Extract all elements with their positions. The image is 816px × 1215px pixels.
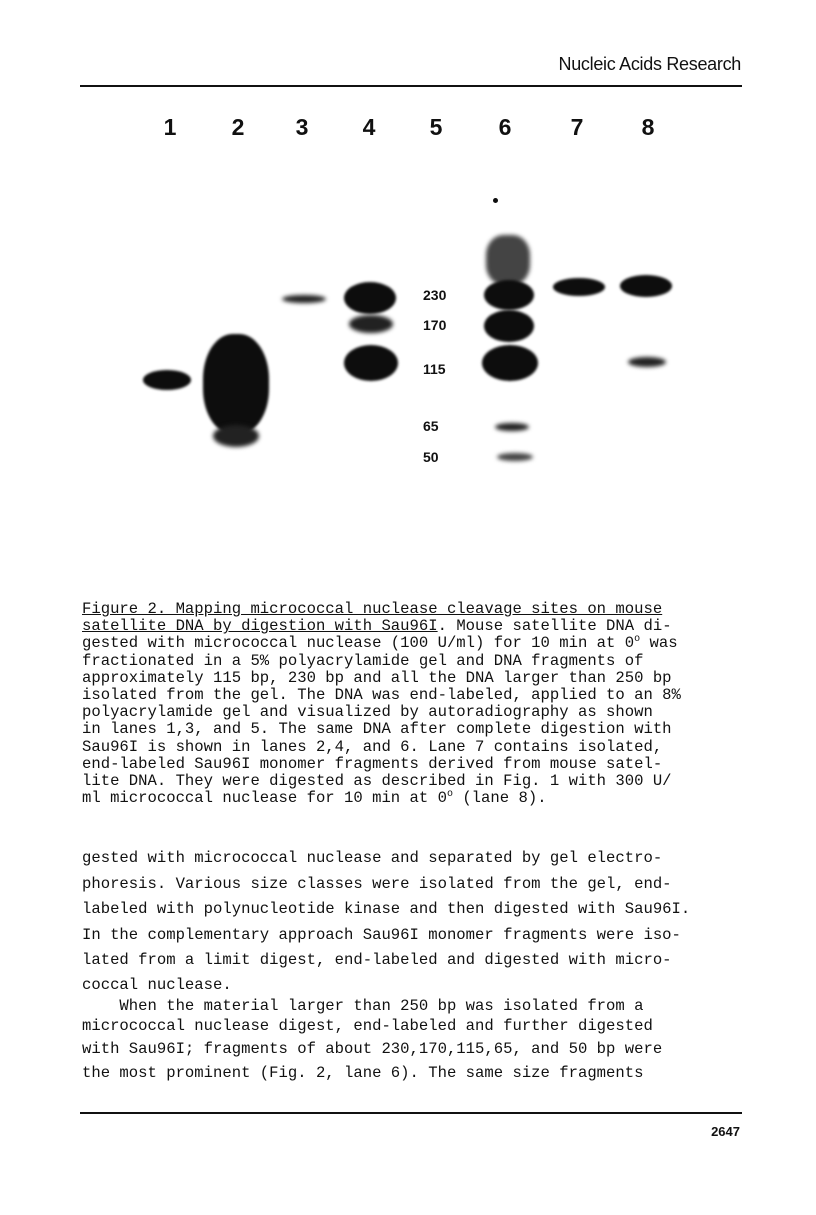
lane-label-7: 7 — [570, 114, 584, 140]
header-rule — [80, 85, 742, 87]
gel-band — [620, 275, 672, 297]
marker-115: 115 — [423, 361, 446, 377]
footer-rule — [80, 1112, 742, 1114]
degree-mark: o — [634, 634, 641, 646]
caption-line: . Mouse satellite DNA di- — [437, 617, 672, 636]
figure-caption — [82, 601, 762, 807]
caption-line: lite DNA. They were digested as described in Fig. 1 with 300 U/ — [82, 772, 672, 791]
gel-band — [497, 453, 533, 461]
gel-band — [344, 345, 398, 381]
caption-line: polyacrylamide gel and visualized by autoradiography as shown — [82, 703, 653, 722]
body-line: phoresis. Various size classes were isolated from the gel, end- — [82, 874, 672, 893]
gel-band — [628, 357, 666, 367]
gel-band — [495, 423, 529, 431]
gel-band — [484, 280, 534, 310]
caption-title: Figure 2. Mapping micrococcal nuclease cleavage sites on mouse — [82, 600, 663, 618]
marker-65: 65 — [423, 418, 439, 434]
gel-band — [553, 278, 605, 296]
lane-label-6: 6 — [498, 114, 512, 140]
lane-label-8: 8 — [641, 114, 655, 140]
caption-line: isolated from the gel. The DNA was end-labeled, applied to an 8% — [82, 686, 681, 705]
body-line: with Sau96I; fragments of about 230,170,115,65, and 50 bp were — [82, 1039, 663, 1058]
body-line: micrococcal nuclease digest, end-labeled and further digested — [82, 1016, 653, 1035]
gel-dot — [493, 198, 498, 203]
gel-figure — [0, 100, 816, 500]
caption-line: ml micrococcal nuclease for 10 min at 0 — [82, 789, 447, 808]
caption-line: Sau96I is shown in lanes 2,4, and 6. Lane 7 contains isolated, — [82, 737, 663, 756]
caption-line: was — [640, 634, 678, 653]
body-line: lated from a limit digest, end-labeled and digested with micro- — [82, 951, 672, 970]
marker-170: 170 — [423, 317, 447, 333]
marker-230: 230 — [423, 287, 447, 303]
marker-50: 50 — [423, 449, 439, 465]
caption-line: in lanes 1,3, and 5. The same DNA after complete digestion with — [82, 720, 672, 739]
journal-title: Nucleic Acids Research — [558, 54, 741, 74]
body-line: coccal nuclease. — [82, 975, 232, 994]
gel-band — [344, 282, 396, 314]
lane-label-1: 1 — [163, 114, 177, 140]
caption-title-cont: satellite DNA by digestion with Sau96I — [82, 617, 438, 636]
body-line: the most prominent (Fig. 2, lane 6). The same size fragments — [82, 1063, 644, 1082]
caption-line: (lane 8). — [452, 789, 547, 808]
caption-line: gested with micrococcal nuclease (100 U/ml) for 10 min at 0 — [82, 634, 635, 653]
gel-band — [349, 315, 393, 333]
lane-label-2: 2 — [231, 114, 245, 140]
caption-line: approximately 115 bp, 230 bp and all the DNA larger than 250 bp — [82, 668, 672, 687]
page-number: 2647 — [711, 1124, 740, 1139]
body-line: In the complementary approach Sau96I monomer fragments were iso- — [82, 925, 681, 944]
caption-line: fractionated in a 5% polyacrylamide gel and DNA fragments of — [82, 651, 644, 670]
gel-band — [143, 370, 191, 390]
gel-band — [203, 334, 269, 434]
degree-mark: o — [446, 789, 453, 801]
body-line: gested with micrococcal nuclease and separated by gel electro- — [82, 849, 663, 867]
lane-label-4: 4 — [362, 114, 376, 140]
lane-label-3: 3 — [295, 114, 309, 140]
body-line: When the material larger than 250 bp was isolated from a — [82, 996, 644, 1015]
lane-label-5: 5 — [429, 114, 443, 140]
gel-smear — [486, 235, 530, 285]
gel-band — [282, 295, 326, 303]
gel-band — [484, 310, 534, 342]
gel-band — [482, 345, 538, 381]
body-text — [82, 846, 772, 1085]
body-line: labeled with polynucleotide kinase and then digested with Sau96I. — [82, 900, 691, 919]
caption-line: end-labeled Sau96I monomer fragments derived from mouse satel- — [82, 754, 663, 773]
gel-band — [213, 425, 259, 447]
